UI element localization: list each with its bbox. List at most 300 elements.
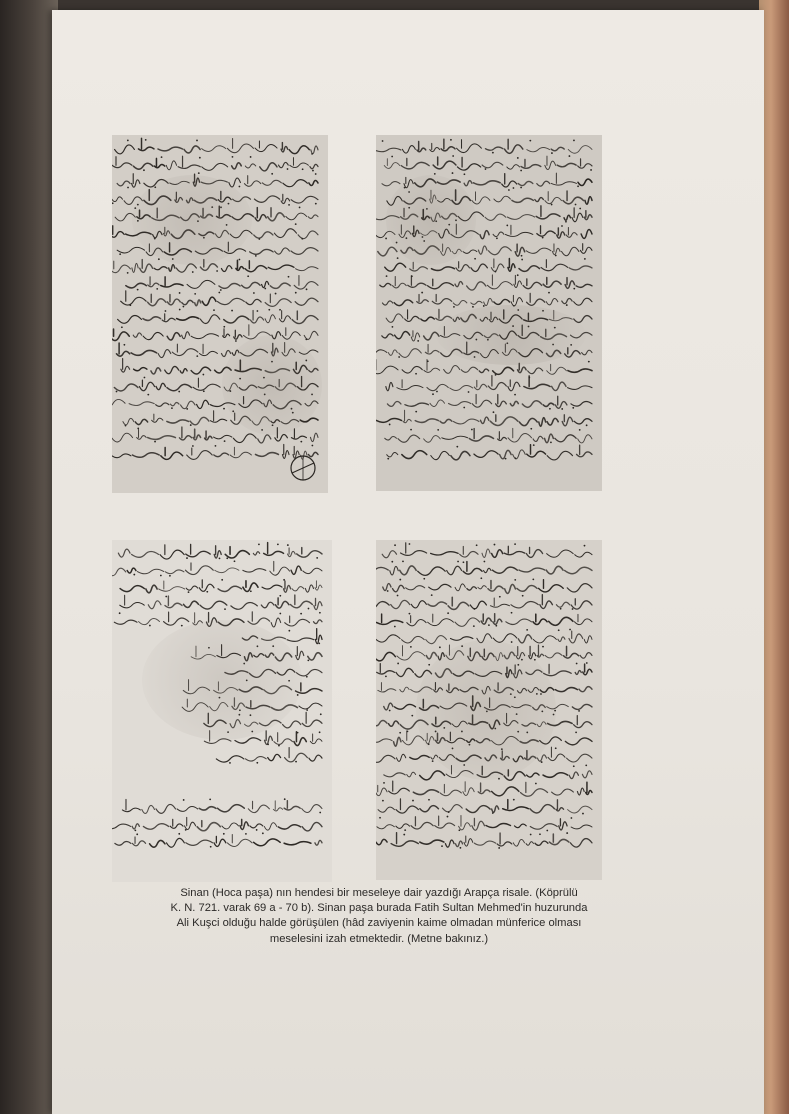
script-stroke: [402, 146, 415, 154]
script-stroke: [291, 248, 318, 255]
script-stroke: [214, 435, 232, 439]
script-dot: [206, 591, 208, 593]
script-dot: [183, 799, 185, 801]
script-dot: [295, 292, 297, 294]
script-stroke: [478, 586, 487, 589]
script-stroke: [544, 664, 572, 675]
script-stroke: [146, 585, 157, 593]
script-stroke: [527, 445, 546, 457]
script-stroke: [493, 232, 504, 237]
script-stroke: [547, 451, 572, 460]
script-stroke: [156, 383, 165, 389]
script-stroke: [522, 401, 541, 408]
script-stroke: [164, 612, 189, 625]
script-stroke: [397, 380, 423, 390]
script-dot: [387, 458, 389, 460]
script-dot: [160, 575, 162, 577]
script-stroke: [169, 265, 175, 272]
script-stroke: [115, 842, 131, 846]
script-stroke: [290, 158, 309, 168]
script-dot: [190, 424, 192, 426]
script-stroke: [158, 147, 183, 151]
script-stroke: [572, 704, 592, 709]
script-stroke: [420, 840, 444, 844]
script-stroke: [302, 822, 322, 831]
script-stroke: [459, 816, 471, 830]
script-stroke: [469, 429, 493, 441]
script-stroke: [270, 561, 290, 575]
script-stroke: [470, 601, 486, 609]
script-stroke: [401, 543, 427, 556]
script-stroke: [165, 596, 182, 608]
script-stroke: [382, 334, 393, 338]
script-dot: [305, 338, 307, 340]
script-stroke: [456, 841, 463, 846]
script-stroke: [298, 231, 318, 239]
script-stroke: [464, 836, 473, 846]
script-stroke: [177, 317, 199, 320]
script-stroke: [225, 547, 249, 558]
script-stroke: [131, 350, 157, 355]
script-dot: [186, 408, 188, 410]
script-stroke: [479, 369, 489, 373]
script-stroke: [126, 283, 146, 288]
script-dot: [275, 293, 277, 295]
script-dot: [256, 310, 258, 312]
script-dot: [119, 253, 121, 255]
script-stroke: [242, 282, 261, 288]
script-stroke: [250, 824, 263, 828]
caption-line-2: K. N. 721. varak 69 a - 70 b). Sinan paşa burada Fatih Sultan Mehmed'in huzurunda: [170, 902, 588, 915]
script-stroke: [384, 773, 405, 777]
script-stroke: [132, 263, 138, 272]
script-stroke: [471, 264, 487, 272]
script-stroke: [429, 584, 451, 589]
script-stroke: [537, 226, 555, 236]
script-stroke: [184, 817, 195, 829]
script-stroke: [508, 259, 515, 272]
script-stroke: [578, 435, 592, 443]
script-stroke: [399, 349, 422, 358]
script-stroke: [569, 266, 592, 270]
script-dot: [517, 157, 519, 159]
script-stroke: [547, 550, 574, 557]
script-stroke: [535, 198, 544, 202]
script-stroke: [524, 376, 550, 389]
script-stroke: [571, 599, 592, 609]
script-dot: [586, 662, 588, 664]
script-stroke: [555, 688, 577, 692]
script-stroke: [134, 368, 147, 371]
script-stroke: [309, 181, 318, 186]
script-stroke: [490, 415, 518, 426]
script-stroke: [268, 754, 281, 760]
script-dot: [203, 390, 205, 392]
script-stroke: [273, 801, 282, 811]
script-dot: [590, 169, 592, 171]
script-dot: [550, 441, 552, 443]
script-stroke: [543, 277, 561, 287]
script-stroke: [585, 197, 592, 205]
script-stroke: [467, 282, 486, 290]
script-stroke: [521, 159, 541, 168]
script-stroke: [315, 581, 322, 590]
script-stroke: [160, 545, 184, 559]
script-stroke: [376, 602, 389, 609]
script-stroke: [178, 156, 200, 168]
script-stroke: [122, 799, 140, 811]
script-stroke: [572, 208, 583, 222]
script-stroke: [193, 378, 220, 390]
script-dot: [194, 293, 196, 295]
script-dot: [279, 595, 281, 597]
script-stroke: [431, 267, 454, 271]
script-stroke: [420, 771, 445, 780]
script-stroke: [140, 260, 153, 273]
script-stroke: [193, 429, 200, 440]
script-stroke: [376, 749, 395, 763]
script-dot: [577, 185, 579, 187]
script-stroke: [571, 401, 592, 406]
script-stroke: [205, 431, 212, 440]
script-stroke: [386, 382, 393, 390]
script-stroke: [281, 143, 288, 152]
script-stroke: [112, 399, 125, 407]
script-dot: [569, 155, 571, 157]
script-dot: [452, 172, 454, 174]
script-dot: [287, 544, 289, 546]
script-dot: [145, 139, 147, 141]
script-stroke: [530, 805, 555, 813]
script-stroke: [137, 569, 163, 574]
script-stroke: [165, 570, 184, 574]
script-stroke: [310, 734, 322, 744]
script-stroke: [265, 731, 273, 745]
script-stroke: [151, 368, 161, 374]
script-dot: [218, 292, 220, 294]
manuscript-plate-top-left: [112, 135, 328, 493]
script-stroke: [296, 647, 304, 660]
script-stroke: [214, 453, 229, 457]
script-stroke: [568, 146, 592, 154]
script-stroke: [294, 276, 318, 290]
script-stroke: [245, 757, 266, 762]
script-dot: [511, 612, 513, 614]
script-stroke: [154, 267, 167, 270]
script-stroke: [260, 163, 277, 171]
script-dot: [223, 833, 225, 835]
script-stroke: [303, 568, 322, 573]
script-stroke: [302, 805, 322, 813]
script-dot: [560, 608, 562, 610]
script-stroke: [132, 174, 140, 187]
script-dot: [565, 221, 567, 223]
script-stroke: [485, 147, 503, 150]
script-dot: [541, 761, 543, 763]
script-stroke: [246, 299, 261, 304]
script-stroke: [295, 298, 318, 305]
script-stroke: [568, 369, 592, 372]
script-dot: [566, 832, 568, 834]
script-stroke: [258, 435, 271, 443]
script-stroke: [463, 562, 482, 575]
script-dot: [147, 394, 149, 396]
script-stroke: [547, 418, 558, 425]
script-stroke: [264, 543, 284, 556]
script-stroke: [215, 568, 239, 573]
script-stroke: [112, 197, 123, 202]
script-stroke: [261, 602, 274, 608]
script-stroke: [254, 232, 273, 238]
script-stroke: [430, 400, 445, 407]
script-dot: [448, 811, 450, 813]
script-stroke: [385, 437, 397, 441]
script-dot: [387, 590, 389, 592]
script-stroke: [378, 247, 397, 256]
script-stroke: [552, 244, 560, 255]
script-stroke: [376, 567, 388, 572]
script-stroke: [182, 300, 193, 304]
script-dot: [402, 560, 404, 562]
book-binding-left: [0, 0, 58, 1114]
script-stroke: [402, 636, 425, 643]
script-stroke: [457, 157, 480, 170]
script-dot: [271, 173, 273, 175]
script-dot: [306, 288, 308, 290]
script-dot: [558, 629, 560, 631]
script-dot: [569, 629, 571, 631]
script-stroke: [513, 839, 524, 846]
script-dot: [403, 834, 405, 836]
script-dot: [165, 596, 167, 598]
script-stroke: [148, 277, 159, 287]
script-stroke: [180, 369, 187, 373]
script-dot: [256, 762, 258, 764]
script-stroke: [382, 182, 400, 186]
script-stroke: [170, 402, 179, 405]
script-stroke: [493, 367, 514, 374]
script-stroke: [382, 301, 392, 305]
script-stroke: [402, 366, 422, 373]
script-stroke: [508, 428, 531, 442]
script-stroke: [233, 434, 256, 443]
script-stroke: [376, 785, 387, 795]
script-dot: [262, 832, 264, 834]
script-dot: [143, 169, 145, 171]
script-stroke: [512, 198, 533, 202]
script-stroke: [376, 739, 392, 742]
script-stroke: [283, 721, 301, 728]
script-dot: [460, 847, 462, 849]
script-dot: [278, 745, 280, 747]
script-stroke: [270, 283, 290, 288]
script-stroke: [199, 344, 217, 355]
script-stroke: [552, 789, 574, 795]
script-stroke: [421, 317, 434, 321]
script-stroke: [243, 581, 258, 592]
script-stroke: [162, 314, 175, 322]
script-stroke: [390, 566, 398, 575]
script-dot: [179, 292, 181, 294]
script-stroke: [287, 638, 314, 641]
script-stroke: [485, 214, 506, 220]
script-stroke: [299, 703, 322, 709]
caption-line-4: meselesini izah etmektedir. (Metne bakınız.): [269, 932, 489, 945]
script-dot: [517, 274, 519, 276]
script-stroke: [559, 819, 567, 830]
script-dot: [549, 408, 551, 410]
script-dot: [284, 798, 286, 800]
script-dot: [468, 391, 470, 393]
script-stroke: [540, 595, 553, 609]
script-stroke: [425, 344, 439, 354]
script-dot: [411, 715, 413, 717]
script-stroke: [505, 584, 516, 593]
script-stroke: [391, 600, 410, 608]
script-stroke: [445, 840, 454, 847]
script-stroke: [584, 636, 592, 643]
script-stroke: [464, 181, 472, 186]
script-stroke: [159, 581, 185, 591]
script-dot: [409, 613, 411, 615]
script-stroke: [503, 800, 529, 811]
script-dot: [302, 168, 304, 170]
script-dot: [588, 361, 590, 363]
script-dot: [235, 340, 237, 342]
script-stroke: [315, 840, 322, 845]
script-dot: [300, 613, 302, 615]
script-stroke: [461, 367, 477, 372]
script-stroke: [120, 595, 145, 608]
script-stroke: [197, 821, 220, 831]
script-stroke: [112, 824, 131, 829]
script-stroke: [202, 146, 226, 152]
script-stroke: [505, 225, 532, 236]
script-stroke: [255, 453, 278, 457]
script-stroke: [440, 419, 452, 423]
script-stroke: [555, 435, 576, 442]
script-dot: [505, 458, 507, 460]
script-dot: [499, 596, 501, 598]
script-stroke: [500, 450, 511, 458]
script-dot: [521, 255, 523, 257]
script-stroke: [480, 231, 489, 239]
script-stroke: [463, 782, 474, 796]
script-stroke: [278, 162, 288, 167]
script-stroke: [447, 566, 462, 575]
script-stroke: [401, 158, 429, 168]
script-dot: [417, 340, 419, 342]
script-stroke: [271, 618, 281, 627]
script-stroke: [510, 401, 518, 405]
script-dot: [198, 172, 200, 174]
script-stroke: [176, 264, 196, 272]
script-stroke: [121, 291, 146, 305]
script-stroke: [127, 568, 136, 573]
script-dot: [575, 731, 577, 733]
script-stroke: [482, 162, 503, 167]
script-stroke: [166, 838, 184, 847]
script-stroke: [202, 163, 228, 170]
script-stroke: [254, 196, 279, 202]
script-stroke: [567, 584, 592, 592]
script-dot: [239, 186, 241, 188]
script-dot: [234, 560, 236, 562]
script-dot: [171, 407, 173, 409]
script-stroke: [487, 275, 512, 289]
script-stroke: [305, 585, 313, 592]
script-dot: [496, 237, 498, 239]
script-stroke: [574, 298, 592, 305]
script-stroke: [474, 451, 498, 458]
script-stroke: [133, 163, 152, 169]
script-stroke: [132, 837, 145, 846]
script-dot: [397, 595, 399, 597]
script-stroke: [315, 629, 322, 644]
script-stroke: [494, 196, 511, 202]
script-dot: [250, 156, 252, 158]
script-stroke: [484, 568, 491, 572]
script-dot: [301, 238, 303, 240]
script-stroke: [394, 737, 401, 746]
script-stroke: [172, 344, 198, 355]
script-stroke: [376, 839, 387, 844]
script-stroke: [377, 825, 394, 829]
script-stroke: [284, 801, 300, 810]
script-stroke: [274, 733, 293, 745]
script-stroke: [576, 284, 592, 287]
script-stroke: [444, 366, 460, 374]
script-stroke: [291, 196, 318, 203]
script-dot: [520, 170, 522, 172]
script-stroke: [380, 283, 391, 286]
script-stroke: [376, 350, 387, 355]
script-stroke: [167, 420, 189, 423]
script-stroke: [448, 597, 469, 609]
script-stroke: [533, 636, 556, 643]
script-stroke: [551, 147, 564, 150]
script-stroke: [387, 452, 398, 456]
script-stroke: [376, 635, 400, 642]
script-stroke: [142, 805, 155, 813]
script-stroke: [283, 180, 307, 187]
script-dot: [136, 833, 138, 835]
script-stroke: [117, 247, 144, 253]
script-dot: [382, 800, 384, 802]
script-stroke: [202, 297, 216, 305]
script-stroke: [440, 784, 461, 795]
script-stroke: [566, 227, 577, 237]
script-stroke: [120, 586, 144, 592]
script-stroke: [186, 544, 211, 556]
script-dot: [431, 594, 433, 596]
script-stroke: [190, 417, 209, 425]
script-stroke: [451, 637, 473, 641]
script-stroke: [456, 262, 469, 271]
script-dot: [397, 663, 399, 665]
script-stroke: [284, 842, 311, 845]
script-stroke: [492, 550, 503, 558]
script-stroke: [435, 816, 455, 828]
script-stroke: [388, 721, 398, 726]
script-dot: [447, 816, 449, 818]
script-dot: [508, 189, 510, 191]
script-stroke: [243, 569, 266, 572]
script-stroke: [562, 247, 579, 255]
script-stroke: [514, 275, 522, 287]
script-dot: [199, 157, 201, 159]
script-stroke: [291, 566, 301, 574]
